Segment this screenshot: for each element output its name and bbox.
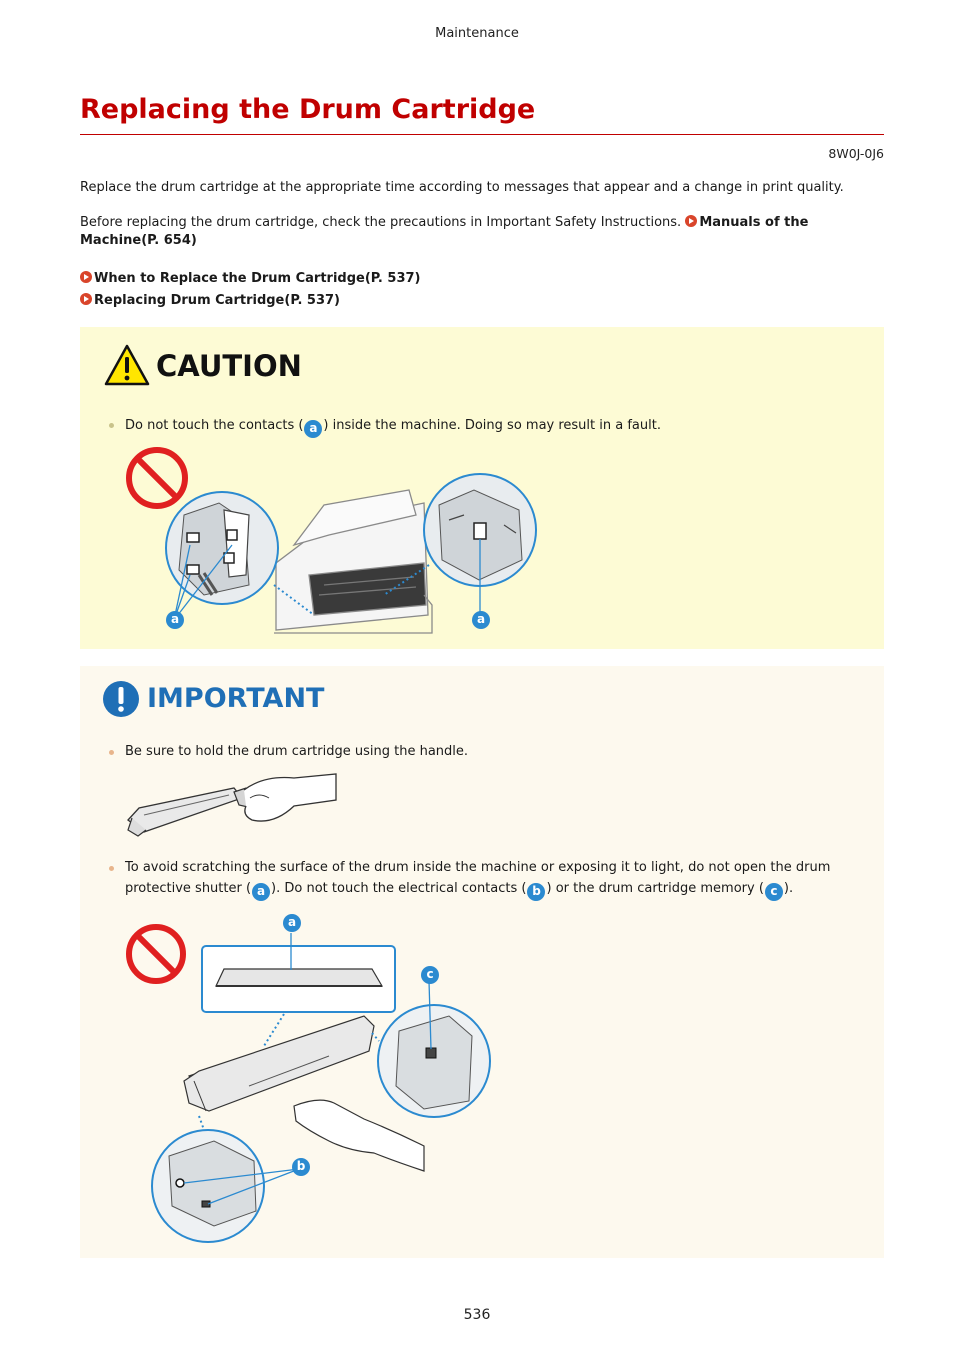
important-box — [80, 666, 884, 1258]
document-id: 8W0J-0J6 — [828, 146, 884, 161]
callout-a-icon: a — [304, 420, 322, 438]
running-header: Maintenance — [435, 26, 519, 41]
important-bullet-1: Be sure to hold the drum cartridge using the handle. — [125, 744, 469, 759]
prohibition-icon — [129, 450, 185, 506]
important-bullet-2 — [125, 857, 870, 901]
caution-bullet-text: Do not touch the contacts ( — [125, 418, 304, 433]
important-heading: IMPORTANT — [147, 683, 325, 714]
link-label: When to Replace the Drum Cartridge(P. 537) — [94, 271, 421, 286]
callout-a-icon: a — [252, 883, 270, 901]
link-arrow-icon — [80, 293, 92, 305]
bullet-text: To avoid scratching the surface of the drum inside the machine or exposing it to light, do not open the drum protective shutter ( — [125, 860, 831, 896]
bullet-dot — [109, 750, 114, 755]
bullet-text: ) or the drum cartridge memory ( — [546, 881, 764, 896]
title-rule — [80, 134, 884, 135]
callout-a-icon: a — [166, 611, 184, 629]
prohibition-icon — [129, 927, 183, 981]
callout-a-icon: a — [283, 914, 301, 932]
hold-handle-illustration — [124, 770, 339, 840]
caution-box — [80, 327, 884, 649]
caution-bullet-text: ) inside the machine. Doing so may result in a fault. — [323, 418, 661, 433]
precaution-text: Before replacing the drum cartridge, check the precautions in Important Safety Instructions. — [80, 215, 686, 230]
link-label: Replacing Drum Cartridge(P. 537) — [94, 293, 340, 308]
page-title: Replacing the Drum Cartridge — [80, 94, 536, 125]
contacts-zoom-circle — [152, 1130, 299, 1242]
callout-b-icon: b — [292, 1158, 310, 1176]
intro-paragraph: Replace the drum cartridge at the appropriate time according to messages that appear and a change in print quality. — [80, 180, 844, 195]
bullet-dot — [109, 423, 114, 428]
left-zoom-circle — [166, 492, 278, 604]
bullet-text: ). Do not touch the electrical contacts ( — [271, 881, 527, 896]
link-when-to-replace[interactable] — [80, 268, 420, 290]
exclamation-icon — [102, 680, 140, 718]
drum-cartridge-illustration — [124, 921, 504, 1251]
callout-a-icon: a — [472, 611, 490, 629]
warning-triangle-icon — [104, 344, 150, 386]
link-replacing-drum[interactable] — [80, 290, 420, 312]
manuals-link-label: Manuals of the Machine(P. 654) — [80, 215, 809, 248]
link-arrow-icon — [80, 271, 92, 283]
related-links — [80, 268, 420, 312]
precaution-paragraph — [80, 214, 880, 250]
callout-c-icon: c — [421, 966, 439, 984]
callout-b-icon: b — [527, 883, 545, 901]
contacts-illustration — [124, 445, 554, 635]
bullet-dot — [109, 866, 114, 871]
link-arrow-icon — [685, 215, 697, 227]
caution-bullet — [125, 415, 865, 438]
page-number: 536 — [463, 1307, 491, 1323]
caution-heading: CAUTION — [156, 349, 302, 383]
callout-c-icon: c — [765, 883, 783, 901]
bullet-text: ). — [783, 881, 794, 896]
